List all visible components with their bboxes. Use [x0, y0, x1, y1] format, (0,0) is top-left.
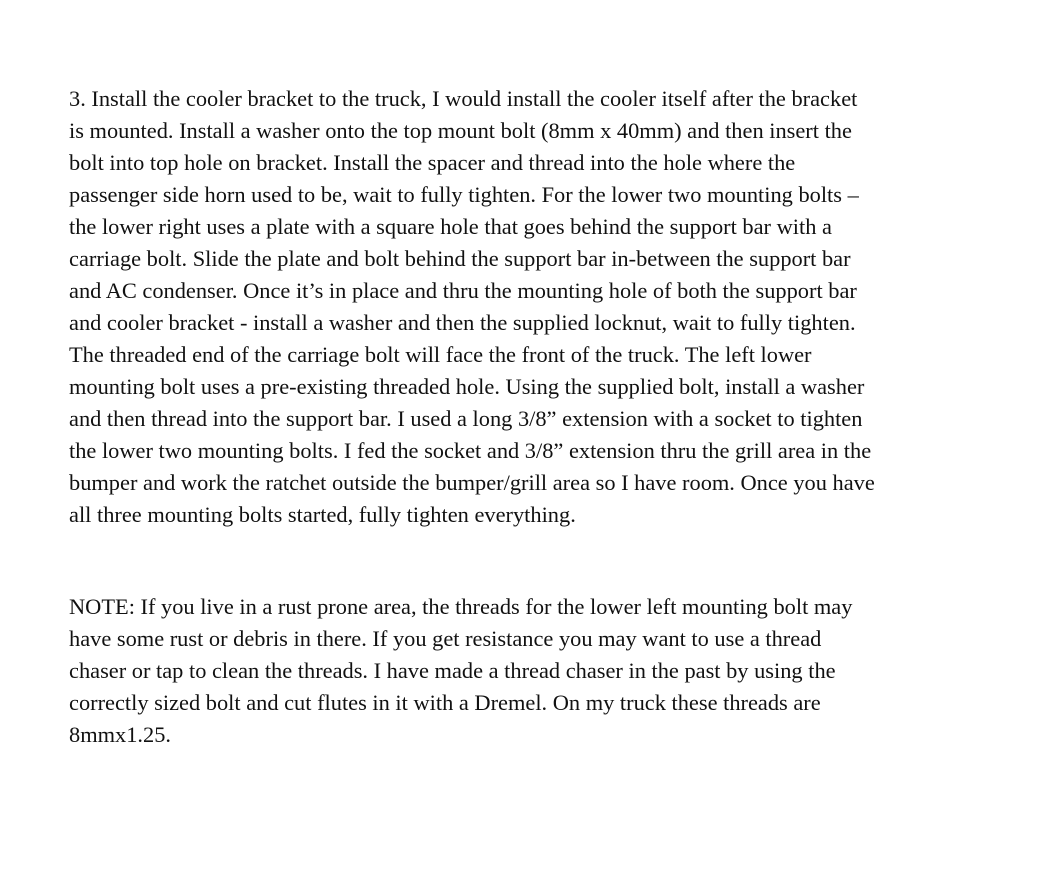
paragraph-line: mounting bolt uses a pre-existing threaded hole. Using the supplied bolt, install a washer: [69, 374, 865, 399]
paragraph-line: and then thread into the support bar. I used a long 3/8” extension with a socket to tighten: [69, 406, 863, 431]
paragraph-line: is mounted. Install a washer onto the top mount bolt (8mm x 40mm) and then insert the: [69, 118, 852, 143]
paragraph-line: The threaded end of the carriage bolt will face the front of the truck. The left lower: [69, 342, 812, 367]
paragraph-line: the lower right uses a plate with a square hole that goes behind the support bar with a: [69, 214, 832, 239]
paragraph-line: bumper and work the ratchet outside the bumper/grill area so I have room. Once you have: [69, 470, 875, 495]
paragraph-line: bolt into top hole on bracket. Install the spacer and thread into the hole where the: [69, 150, 796, 175]
paragraph-line: the lower two mounting bolts. I fed the socket and 3/8” extension thru the grill area in the: [69, 438, 872, 463]
paragraph-line: 3. Install the cooler bracket to the truck, I would install the cooler itself after the bracket: [69, 86, 858, 111]
paragraph-line: and AC condenser. Once it’s in place and thru the mounting hole of both the support bar: [69, 278, 857, 303]
note-line: 8mmx1.25.: [69, 722, 172, 747]
paragraph-line: passenger side horn used to be, wait to fully tighten. For the lower two mounting bolts –: [69, 182, 859, 207]
paragraph-line: carriage bolt. Slide the plate and bolt behind the support bar in-between the support bar: [69, 246, 851, 271]
note-line: chaser or tap to clean the threads. I have made a thread chaser in the past by using the: [69, 658, 836, 683]
note-line: have some rust or debris in there. If you get resistance you may want to use a thread: [69, 626, 822, 651]
step-3-paragraph: [69, 83, 969, 531]
paragraph-line: all three mounting bolts started, fully tighten everything.: [69, 502, 576, 527]
note-line: NOTE: If you live in a rust prone area, the threads for the lower left mounting bolt may: [69, 594, 853, 619]
note-line: correctly sized bolt and cut flutes in it with a Dremel. On my truck these threads are: [69, 690, 821, 715]
paragraph-line: and cooler bracket - install a washer and then the supplied locknut, wait to fully tighten.: [69, 310, 856, 335]
note-paragraph: [69, 591, 969, 751]
